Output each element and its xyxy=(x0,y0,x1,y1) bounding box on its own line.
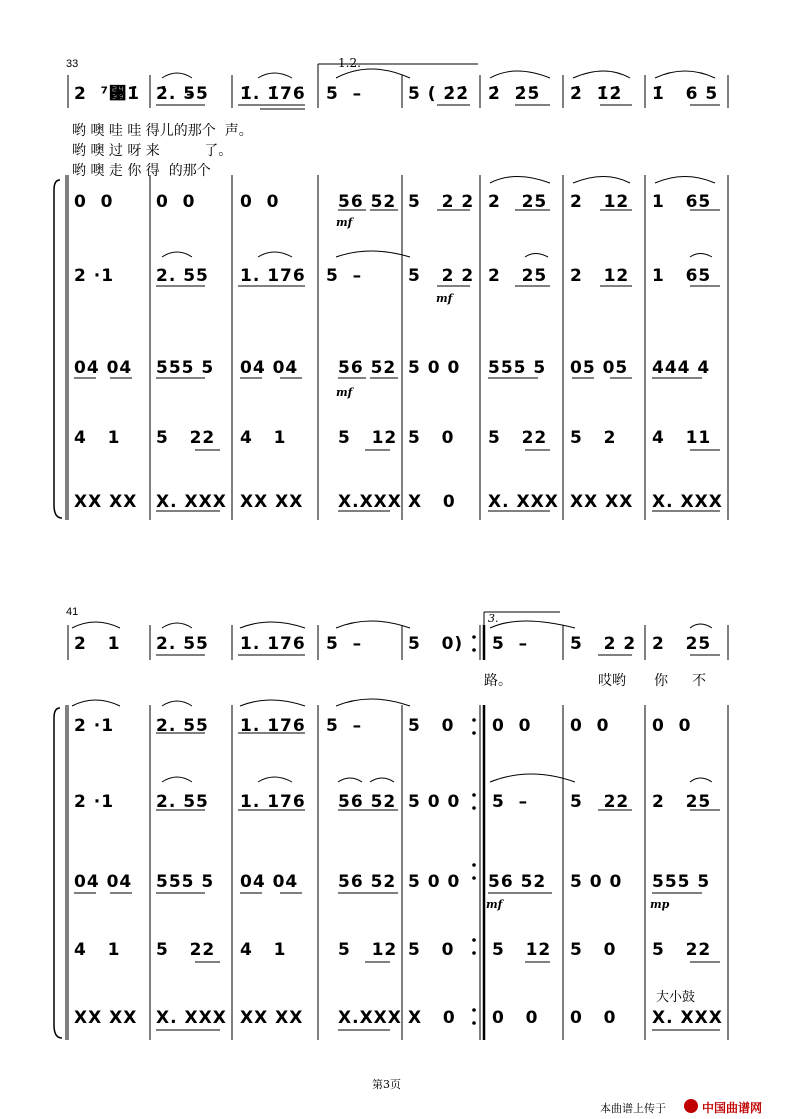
volta-1-2: 1.2. xyxy=(338,56,361,70)
s2-p1-m8: 0 0 xyxy=(652,716,692,736)
lyric-line-2: 哟 噢 过 呀 来 了。 xyxy=(72,143,233,159)
s2-p2-m7: 5 22 xyxy=(570,792,630,812)
lyric-s2-1: 哎哟 xyxy=(598,673,626,689)
s1-p2-m7: 2 12 xyxy=(570,266,630,286)
s1-p5-m7: XX XX xyxy=(570,492,634,512)
s2-p3-m5: 5 0 0 xyxy=(408,872,461,892)
logo-icon xyxy=(684,1099,698,1113)
s1-p4-m1: 4 1 xyxy=(74,428,121,448)
brand-name: 中国曲谱网 xyxy=(702,1101,763,1115)
s2-p3-m4: 56 52 xyxy=(338,872,397,892)
dynamic-mf-1: mf xyxy=(336,216,353,229)
s1-p1-m5: 5 2 2 xyxy=(408,192,475,212)
s2-voice-m5: 5 0) xyxy=(408,634,464,654)
s2-p5-m2: X. XXX xyxy=(156,1008,227,1028)
s1-p2-m5: 5 2 2 xyxy=(408,266,475,286)
s1-p1-m1: 0 0 xyxy=(74,192,114,212)
dynamic-mf-2: mf xyxy=(436,292,453,305)
s2-p1-m5: 5 0 xyxy=(408,716,455,736)
s2-p3-m6: 56 52 xyxy=(488,872,547,892)
measure-number-41: 41 xyxy=(66,606,79,618)
s2-p2-m6: 5 – xyxy=(492,792,529,812)
lyric-s2-3: 不 xyxy=(692,673,706,689)
s2-p3-m2: 555 5 xyxy=(156,872,215,892)
s1-p3-m3: 04 04 xyxy=(240,358,299,378)
s1-p2-m8: 1 65 xyxy=(652,266,712,286)
s1-p5-m5: X 0 xyxy=(408,492,456,512)
s2-p2-m5: 5 0 0 xyxy=(408,792,461,812)
s1-p5-m3: XX XX xyxy=(240,492,304,512)
s1-p4-m2: 5 22 xyxy=(156,428,216,448)
s1-p1-m6: 2 25 xyxy=(488,192,548,212)
s1-p3-m6: 555 5 xyxy=(488,358,547,378)
s2-voice-m3: 1. 176 xyxy=(240,634,306,654)
s1-p5-m2: X. XXX xyxy=(156,492,227,512)
s2-p4-m6: 5 12 xyxy=(492,940,552,960)
s2-p3-m3: 04 04 xyxy=(240,872,299,892)
s2-p5-m6: 0 0 xyxy=(492,1008,539,1028)
lyric-line-3: 哟 噢 走 你 得 的那个 xyxy=(72,163,211,179)
s1-p2-m3: 1. 176 xyxy=(240,266,306,286)
s1-p4-m4: 5 12 xyxy=(338,428,398,448)
s1-p4-m6: 5 22 xyxy=(488,428,548,448)
s1-p4-m7: 5 2 xyxy=(570,428,617,448)
s1-p4-m8: 4 11 xyxy=(652,428,712,448)
footer-text: 本曲谱上传于 xyxy=(600,1102,666,1115)
s1-p1-m4: 56 52 xyxy=(338,192,397,212)
s2-voice-m2: 2. 55 xyxy=(156,634,209,654)
s2-p5-m5: X 0 xyxy=(408,1008,456,1028)
dynamic-mf-4: mf xyxy=(486,898,503,911)
s2-p4-m1: 4 1 xyxy=(74,940,121,960)
s2-voice-m8: 2 25 xyxy=(652,634,712,654)
s1-p5-m6: X. XXX xyxy=(488,492,559,512)
s2-p1-m7: 0 0 xyxy=(570,716,610,736)
s1-voice-m8: 1̇ 6 5 xyxy=(652,84,719,104)
page-number: 第3页 xyxy=(372,1078,401,1091)
s1-p2-m4: 5 – xyxy=(326,266,363,286)
s1-p1-m2: 0 0 xyxy=(156,192,196,212)
s1-p1-m3: 0 0 xyxy=(240,192,280,212)
s2-p1-m6: 0 0 xyxy=(492,716,532,736)
s2-p4-m4: 5 12 xyxy=(338,940,398,960)
percussion-label: 大小鼓 xyxy=(656,990,696,1005)
s2-p1-m1: 2 ·1 xyxy=(74,716,115,736)
s1-p5-m8: X. XXX xyxy=(652,492,723,512)
lyric-s2-0: 路。 xyxy=(484,673,512,689)
s1-p4-m5: 5 0 xyxy=(408,428,455,448)
s2-p3-m8: 555 5 xyxy=(652,872,711,892)
s2-p5-m7: 0 0 xyxy=(570,1008,617,1028)
s1-p3-m4: 56 52 xyxy=(338,358,397,378)
s2-p3-m7: 5 0 0 xyxy=(570,872,623,892)
s1-p4-m3: 4 1 xyxy=(240,428,287,448)
s1-p5-m1: XX XX xyxy=(74,492,138,512)
s1-p2-m6: 2 25 xyxy=(488,266,548,286)
s2-p4-m7: 5 0 xyxy=(570,940,617,960)
s1-p3-m8: 444 4 xyxy=(652,358,711,378)
s2-voice-m7: 5 2 2 xyxy=(570,634,637,654)
s2-p5-m8: X. XXX xyxy=(652,1008,723,1028)
s2-p5-m1: XX XX xyxy=(74,1008,138,1028)
s2-p2-m4: 56 52 xyxy=(338,792,397,812)
s2-p5-m3: XX XX xyxy=(240,1008,304,1028)
s2-p4-m8: 5 22 xyxy=(652,940,712,960)
s1-p3-m2: 555 5 xyxy=(156,358,215,378)
s2-p1-m2: 2. 55 xyxy=(156,716,209,736)
volta-3: 3. xyxy=(488,612,499,625)
dynamic-mf-3: mf xyxy=(336,386,353,399)
s1-voice-m5: 5 ( 2̇2̇ xyxy=(408,84,470,104)
s2-voice-m1: 2 1 xyxy=(74,634,121,654)
s1-p3-m5: 5 0 0 xyxy=(408,358,461,378)
lyric-s2-2: 你 xyxy=(654,673,668,689)
s2-p4-m5: 5 0 xyxy=(408,940,455,960)
s1-voice-m2: 2̇. 5̵5 xyxy=(156,84,209,104)
lyric-line-1: 哟 噢 哇 哇 得儿的那个 声。 xyxy=(72,123,253,139)
s1-voice-m4: 5 – xyxy=(326,84,363,104)
s2-p2-m1: 2 ·1 xyxy=(74,792,115,812)
s2-p2-m8: 2 25 xyxy=(652,792,712,812)
s2-p3-m1: 04 04 xyxy=(74,872,133,892)
s2-p2-m2: 2. 55 xyxy=(156,792,209,812)
s2-p4-m2: 5 22 xyxy=(156,940,216,960)
s1-p2-m1: 2 ·1 xyxy=(74,266,115,286)
s1-p1-m7: 2 12 xyxy=(570,192,630,212)
s2-voice-m4: 5 – xyxy=(326,634,363,654)
s1-voice-m1: 2 ⁷␹1̇ xyxy=(74,84,140,104)
s1-voice-m6: 2̇ 2̇5̇ xyxy=(488,84,541,104)
s1-voice-m3: 1̇. 1̇76 xyxy=(240,84,306,104)
s1-p3-m7: 05 05 xyxy=(570,358,629,378)
s1-p1-m8: 1 65 xyxy=(652,192,712,212)
s2-p4-m3: 4 1 xyxy=(240,940,287,960)
s2-p5-m4: X.XXX xyxy=(338,1008,402,1028)
s1-p5-m4: X.XXX xyxy=(338,492,402,512)
s2-voice-m6: 5 – xyxy=(492,634,529,654)
measure-number-33: 33 xyxy=(66,58,79,70)
s1-voice-m7: 2̇ 1̇2̇ xyxy=(570,84,623,104)
dynamic-mp: mp xyxy=(650,898,670,911)
s1-p3-m1: 04 04 xyxy=(74,358,133,378)
s1-p2-m2: 2. 55 xyxy=(156,266,209,286)
s2-p2-m3: 1. 176 xyxy=(240,792,306,812)
s2-p1-m3: 1. 176 xyxy=(240,716,306,736)
s2-p1-m4: 5 – xyxy=(326,716,363,736)
